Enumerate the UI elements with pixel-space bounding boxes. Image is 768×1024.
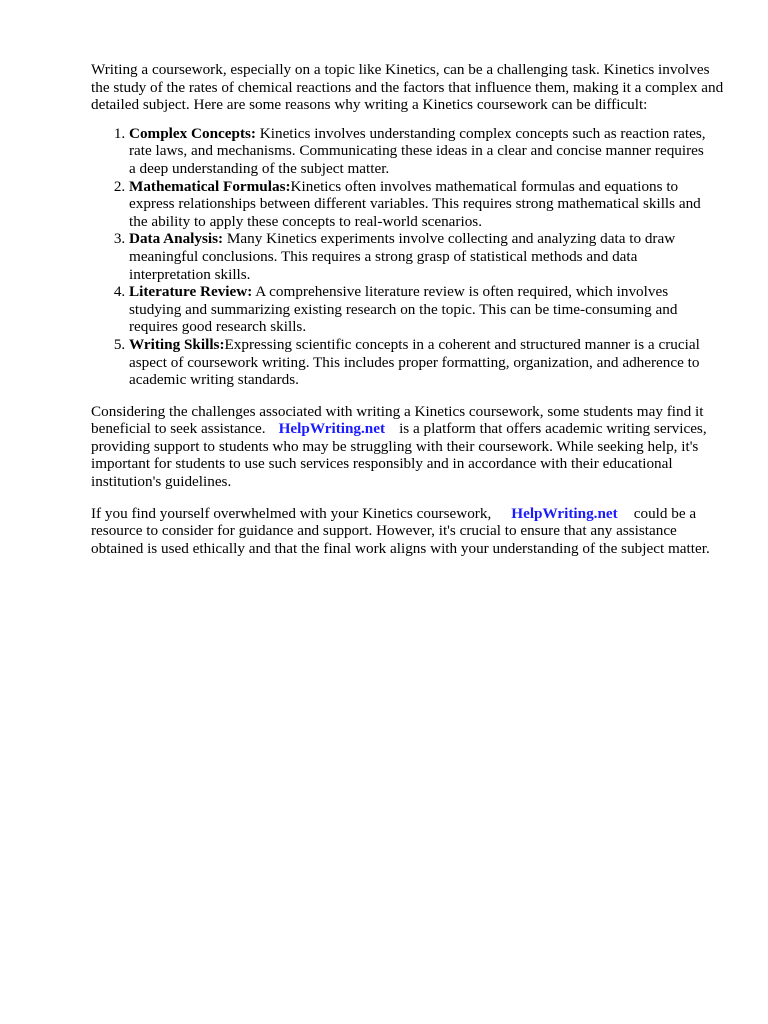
item-text: Kinetics involves understanding complex concepts such as reaction rates, rate laws, and mechanisms. Communicating these ideas in a clear and concise manner requires a deep understanding of the subject matter. <box>129 124 706 177</box>
closing-text-before: If you find yourself overwhelmed with your Kinetics coursework, <box>91 504 492 522</box>
assistance-text-before: Considering the challenges associated with writing a Kinetics coursework, some students may find it beneficial to seek assistance. <box>91 402 704 438</box>
closing-text-after: could be a resource to consider for guidance and support. However, it's crucial to ensure that any assistance obtained is used ethically and that the final work aligns with your understanding of the subject matter. <box>91 504 710 557</box>
item-term: Mathematical Formulas: <box>129 177 291 195</box>
reasons-list <box>91 125 713 389</box>
item-term: Writing Skills: <box>129 335 225 353</box>
list-item <box>129 125 713 178</box>
item-text: Many Kinetics experiments involve collecting and analyzing data to draw meaningful conclusions. This requires a strong grasp of statistical methods and data interpretation skills. <box>129 230 676 283</box>
item-term: Complex Concepts: <box>129 124 256 142</box>
list-item <box>129 178 713 231</box>
item-text: Kinetics often involves mathematical formulas and equations to express relationships between different variables. This requires strong mathematical skills and the ability to apply these concepts to real-world scenarios. <box>129 177 701 230</box>
item-term: Data Analysis: <box>129 230 224 248</box>
item-text: A comprehensive literature review is often required, which involves studying and summarizing existing research on the topic. This can be time-consuming and requires good research skills. <box>129 283 678 336</box>
helpwriting-link[interactable]: HelpWriting.net <box>278 420 386 438</box>
helpwriting-link-2[interactable]: HelpWriting.net <box>511 504 618 522</box>
item-text: Expressing scientific concepts in a coherent and structured manner is a crucial aspect of coursework writing. This includes proper formatting, organization, and adherence to academic writing standards. <box>129 335 700 389</box>
assistance-paragraph <box>91 403 731 491</box>
list-item <box>129 283 713 336</box>
list-item <box>129 336 713 389</box>
document-body <box>91 61 731 557</box>
item-term: Literature Review: <box>129 283 253 301</box>
assistance-text-after: is a platform that offers academic writing services, providing support to students who may be struggling with their coursework. While seeking help, it's important for students to use such services responsibly and in accordance with their educational institution's guidelines. <box>91 420 707 491</box>
intro-paragraph: Writing a coursework, especially on a topic like Kinetics, can be a challenging task. Kinetics involves the study of the rates of chemical reactions and the factors that influence them, making it a complex and detailed subject. Here are some reasons why writing a Kinetics coursework can be difficult: <box>91 61 724 114</box>
list-item <box>129 230 713 283</box>
closing-paragraph <box>91 505 731 558</box>
